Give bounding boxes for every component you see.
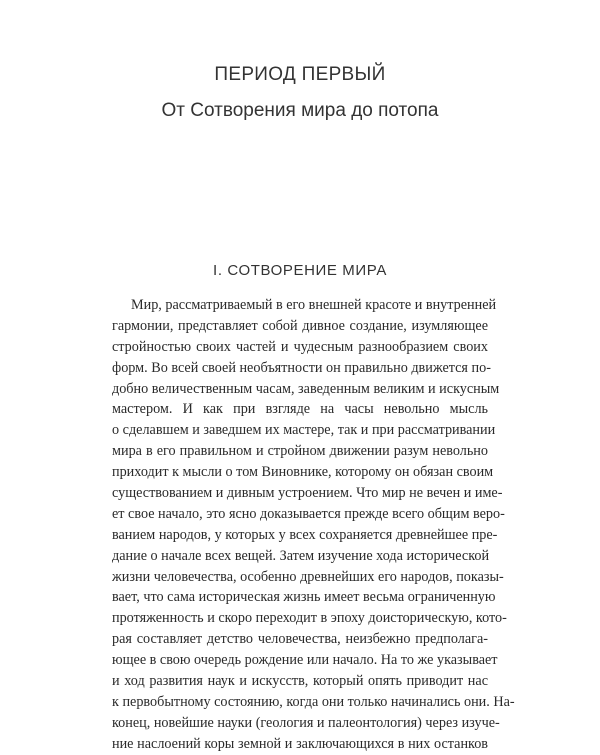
text-line: стройностью своих частей и чудесным разнообразием своих: [112, 338, 488, 355]
text-line: ние наслоений коры земной и заключающихся в них останков: [112, 735, 488, 752]
body-paragraph: [112, 295, 515, 755]
text-line: и ход развития наук и искусств, который опять приводит нас: [112, 673, 488, 690]
text-line: протяженность и скоро переходит в эпоху доисторическую, кото-: [112, 610, 507, 627]
text-line: гармонии, представляет собой дивное создание, изумляющее: [112, 317, 488, 334]
text-line: вает, что сама историческая жизнь имеет весьма ограниченную: [112, 589, 496, 606]
text-line: к первобытному состоянию, когда они только начинались они. На-: [112, 693, 515, 710]
text-line: Мир, рассматриваемый в его внешней красоте и внутренней: [131, 297, 497, 313]
chapter-title: I. СОТВОРЕНИЕ МИРА: [213, 262, 387, 279]
text-line: мира в его правильном и стройном движении разум невольно: [112, 443, 488, 460]
text-line: конец, новейшие науки (геология и палеонтология) через изуче-: [112, 714, 500, 731]
text-line: добно величественным часам, заведенным великим и искусным: [112, 380, 500, 397]
text-line: жизни человечества, особенно древнейших его народов, показы-: [112, 568, 504, 585]
text-line: мастером. И как при взгляде на часы невольно мысль: [112, 401, 488, 418]
text-line: ванием народов, у которых у всех сохраняется древнейшее пре-: [112, 526, 498, 543]
text-line: приходит к мысли о том Виновнике, которому он обязан своим: [112, 464, 494, 481]
text-line: дание о начале всех вещей. Затем изучение хода исторической: [112, 547, 490, 564]
text-line: существованием и дивным устроением. Что мир не вечен и име-: [112, 485, 503, 502]
text-line: ющее в свою очередь рождение или начало. На то же указывает: [112, 652, 498, 669]
text-line: форм. Во всей своей необъятности он правильно движется по-: [112, 359, 491, 376]
period-title: ПЕРИОД ПЕРВЫЙ: [214, 64, 386, 85]
period-subtitle: От Сотворения мира до потопа: [161, 100, 439, 121]
text-line: ет свое начало, это ясно доказывается прежде всего общим веро-: [112, 505, 505, 522]
text-line: о сделавшем и заведшем их мастере, так и при рассматривании: [112, 422, 496, 439]
text-line: рая составляет детство человечества, неизбежно предполага-: [112, 631, 488, 648]
